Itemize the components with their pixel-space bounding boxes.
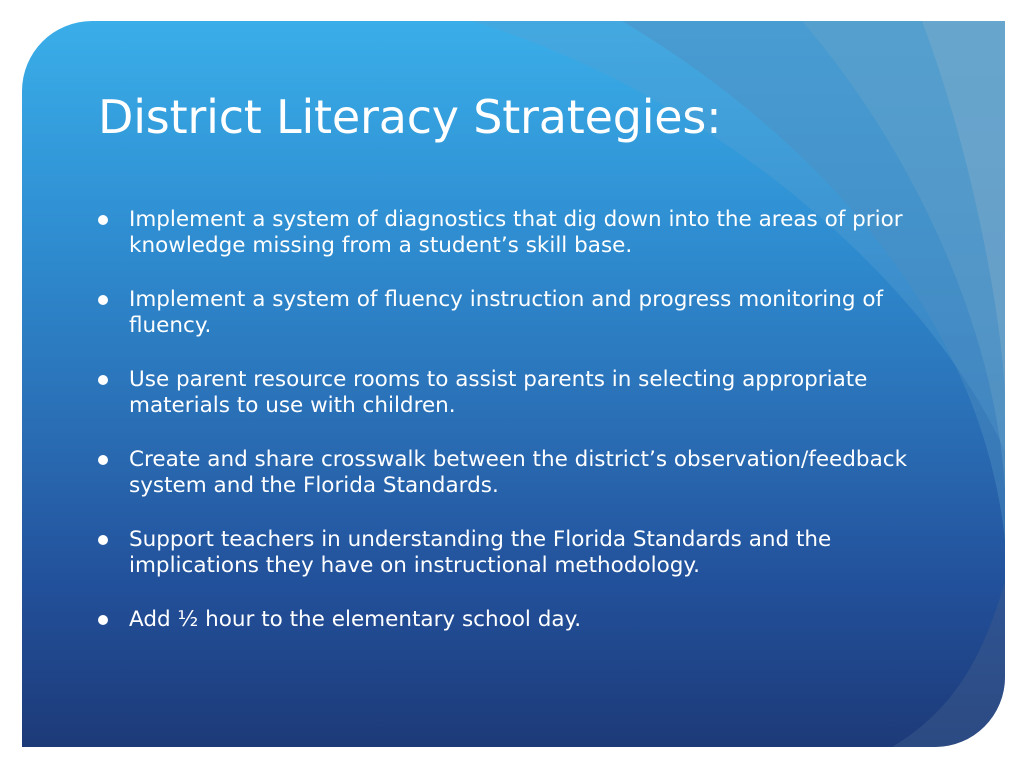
bullet-dot-icon (98, 455, 108, 465)
bullet-item (98, 607, 943, 633)
bullet-dot-icon (98, 535, 108, 545)
bullet-text: Support teachers in understanding the Florida Standards and the implications they have on instructional methodology. (129, 527, 832, 578)
bullet-item (98, 207, 943, 259)
bullet-dot-icon (98, 615, 108, 625)
bullet-text: Add ½ hour to the elementary school day. (129, 607, 582, 632)
bullet-text: Create and share crosswalk between the district’s observation/feedback system and the Florida Standards. (129, 447, 908, 498)
bullet-dot-icon (98, 215, 108, 225)
bullet-dot-icon (98, 295, 108, 305)
bullet-text: Implement a system of fluency instruction and progress monitoring of fluency. (129, 287, 884, 338)
bullet-item (98, 367, 943, 419)
bullet-text: Use parent resource rooms to assist parents in selecting appropriate materials to use with children. (129, 367, 868, 418)
slide-title: District Literacy Strategies: (98, 90, 722, 144)
slide (22, 21, 1005, 747)
bullet-item (98, 447, 943, 499)
bullet-dot-icon (98, 375, 108, 385)
bullet-item (98, 527, 943, 579)
bullet-text: Implement a system of diagnostics that dig down into the areas of prior knowledge missing from a student’s skill base. (129, 207, 903, 258)
bullet-item (98, 287, 943, 339)
bullet-list (98, 207, 943, 661)
